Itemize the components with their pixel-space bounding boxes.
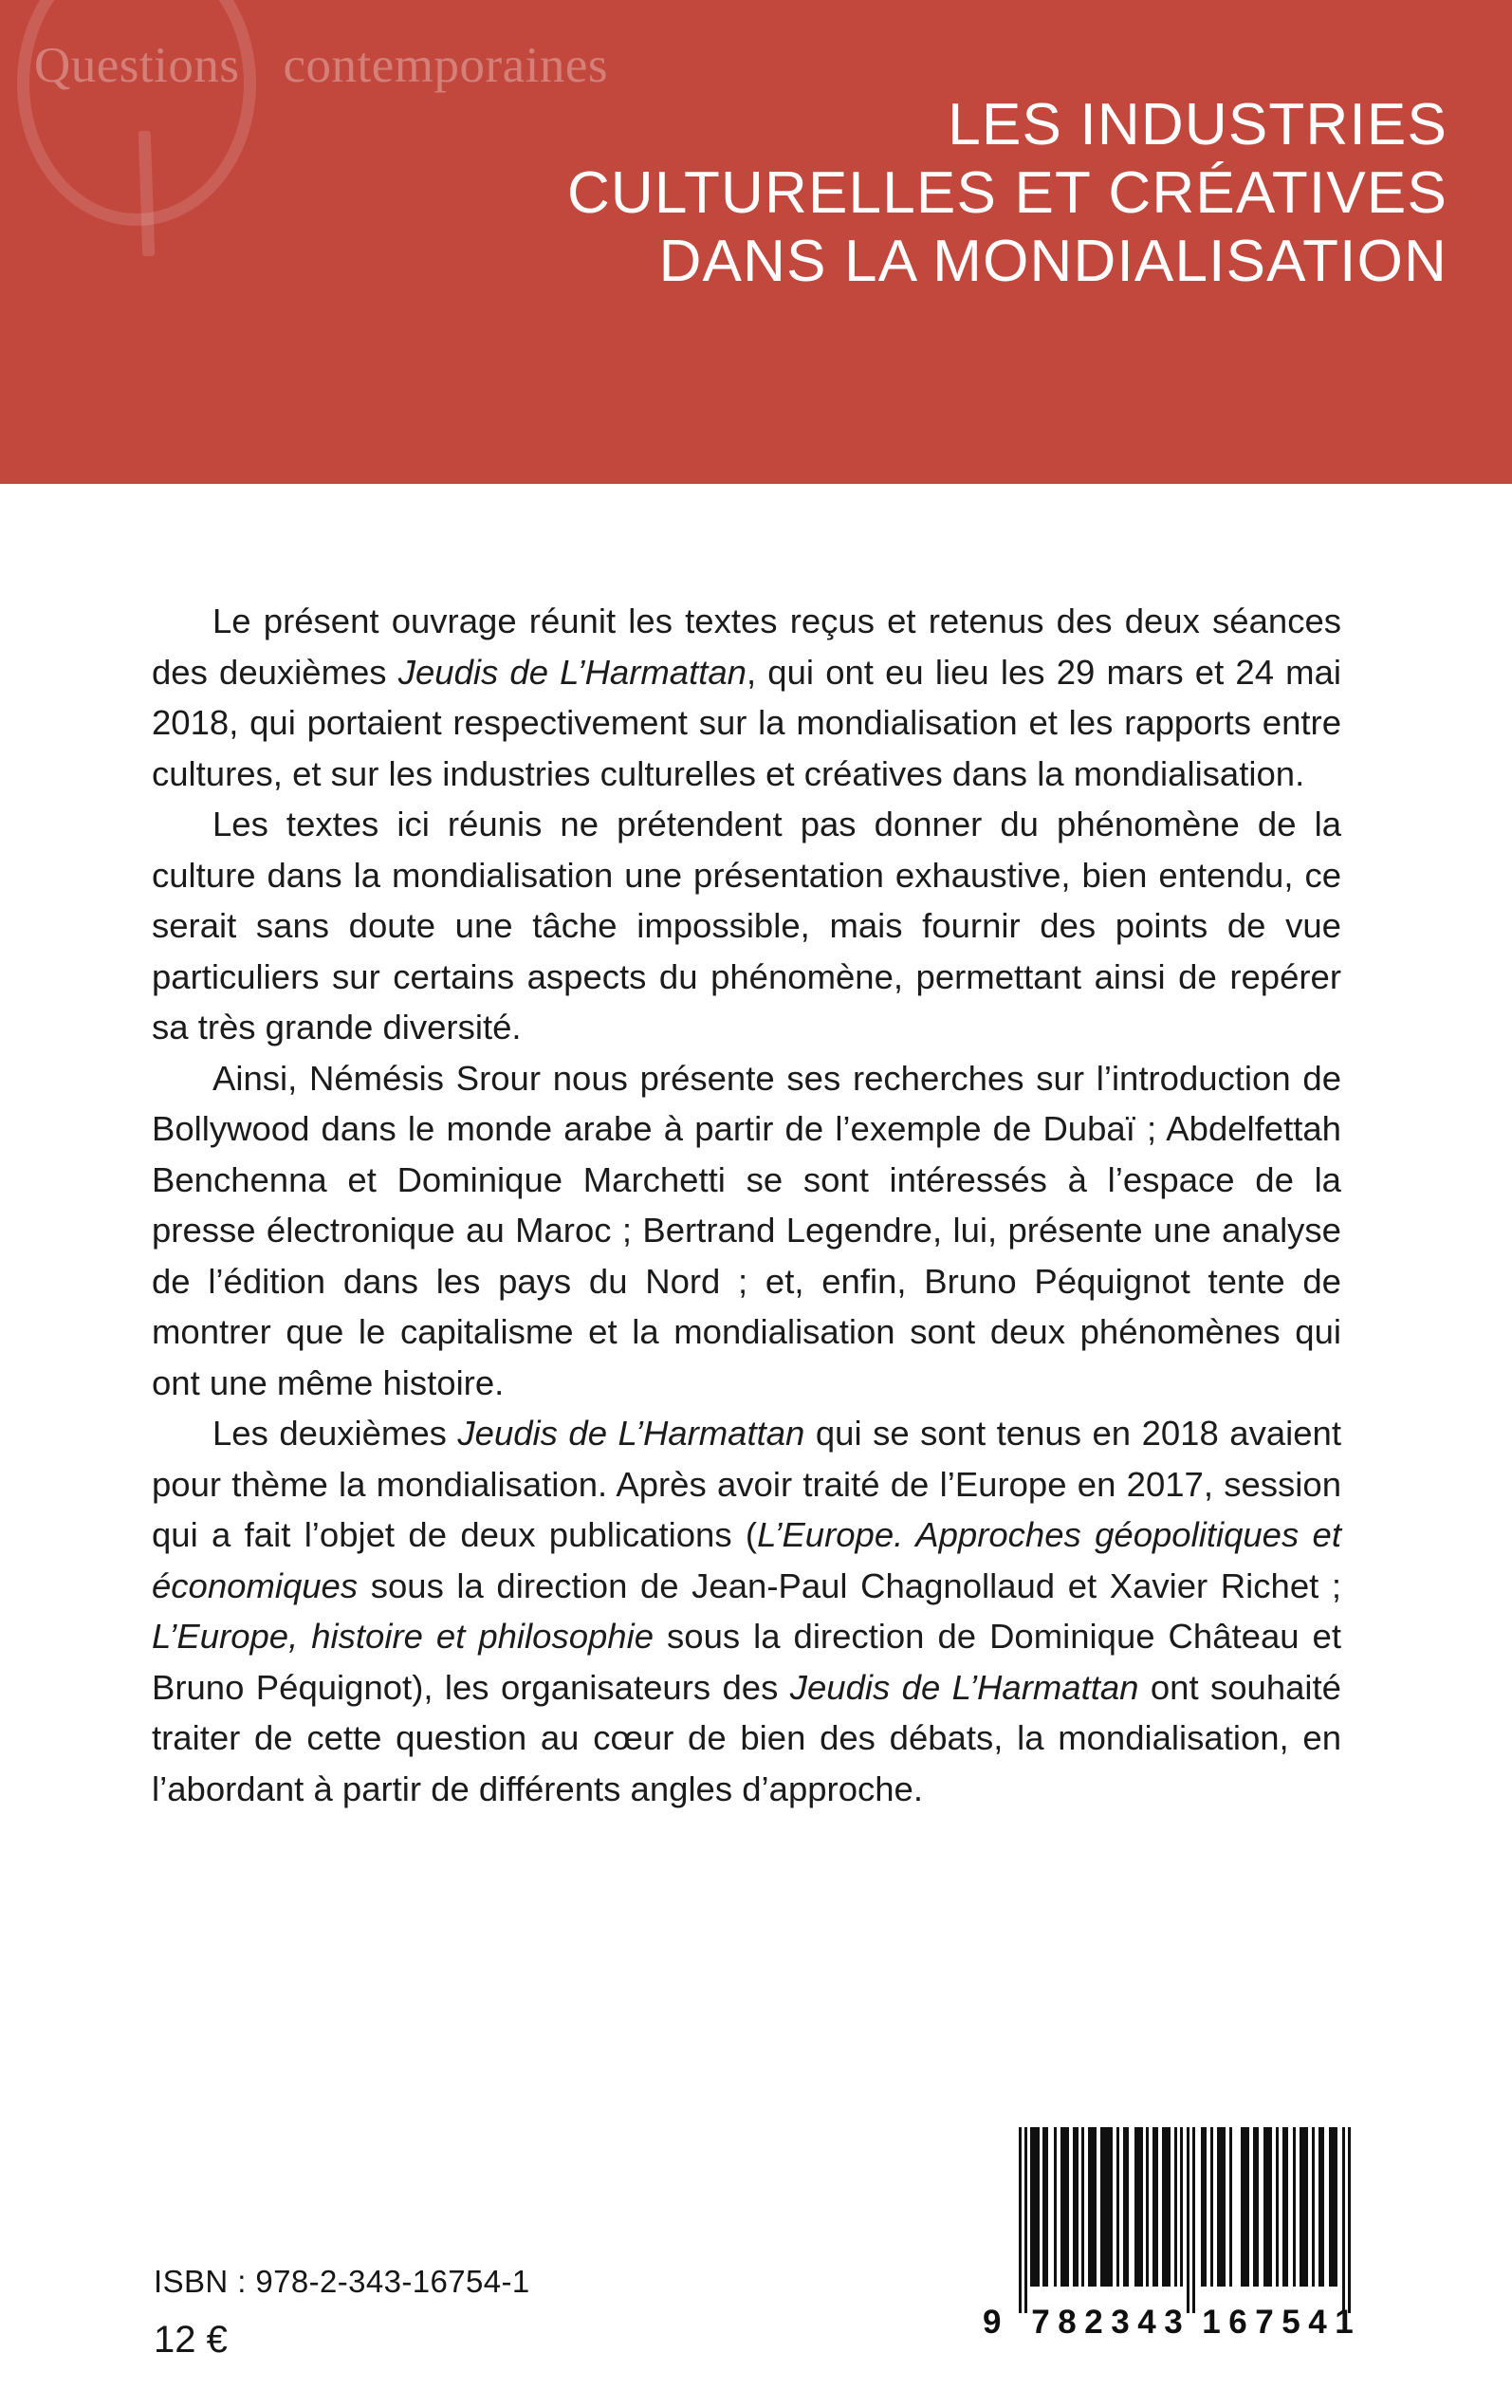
blurb-paragraph-1 [152, 596, 1341, 799]
blurb-paragraph-2: Les textes ici réunis ne prétendent pas donner du phénomène de la culture dans la mondialisation une présentation exhaustive, bien entendu, ce serait sans doute une tâche impossible, mais fournir des points de vue particuliers sur certains aspects du phénomène, permettant ainsi de repérer sa très grande diversité. [152, 805, 1341, 1047]
book-title-line-3: DANS LA MONDIALISATION [658, 229, 1447, 294]
price-label: 12 € [154, 2319, 228, 2361]
book-title [499, 91, 1447, 296]
blurb-p1-text-b: , qui ont eu lieu les 29 mars et 24 mai 2018, qui portaient respectivement sur la mondialisation et les rapports entre cultures, et sur les industries culturelles et créatives dans la mondialisation. [152, 652, 1341, 793]
barcode-digit: 1 [1202, 2304, 1223, 2341]
isbn-label: ISBN : 978-2-343-16754-1 [154, 2264, 530, 2299]
barcode-digit: 4 [1137, 2304, 1158, 2341]
back-cover-blurb [152, 596, 1341, 1814]
barcode-digit: 5 [1282, 2304, 1302, 2341]
book-title-line-1: LES INDUSTRIES [948, 92, 1447, 157]
barcode-digit: 1 [1335, 2304, 1355, 2341]
blurb-p4-text-b: qui se sont tenus en 2018 avaient pour thème la mondialisation. Après avoir traité de l’Europe en 2017, session qui a fait l’objet de deux publications ( [152, 1414, 1341, 1554]
blurb-p1-italic-jeudis: Jeudis de L’Harmattan [397, 652, 747, 692]
barcode-digit: 3 [1111, 2304, 1132, 2341]
barcode-digits [983, 2304, 1358, 2347]
collection-word-contemporaines: contemporaines [283, 37, 609, 93]
collection-word-questions: Questions [34, 37, 240, 93]
barcode-digit: 6 [1228, 2304, 1249, 2341]
blurb-p4-text-a: Les deuxièmes [212, 1414, 458, 1453]
blurb-p4-text-e: ont souhaité traiter de cette question au cœur de bien des débats, la mondialisation, en l’abordant à partir de différents angles d’approche. [152, 1667, 1341, 1808]
blurb-paragraph-3: Ainsi, Némésis Srour nous présente ses recherches sur l’introduction de Bollywood dans le monde arabe à partir de l’exemple de Dubaï ; Abdelfettah Benchenna et Dominique Marchetti se sont intéressés à l’espace de la presse électronique au Maroc ; Bertrand Legendre, lui, présente une analyse de l’édition dans les pays du Nord ; et, enfin, Bruno Péquignot tente de montrer que le capitalisme et la mondialisation sont deux phénomènes qui ont une même histoire. [152, 1058, 1341, 1402]
blurb-p4-italic-jeudis-1: Jeudis de L’Harmattan [457, 1414, 805, 1453]
barcode-digit: 8 [1058, 2304, 1079, 2341]
blurb-p4-text-d: sous la direction de Dominique Château et Bruno Péquignot), les organisateurs des [152, 1617, 1341, 1707]
barcode-digit: 7 [1031, 2304, 1052, 2341]
blurb-p4-italic-europe-geopolitiques: L’Europe. Approches géopolitiques et économiques [152, 1515, 1341, 1605]
blurb-paragraph-4 [152, 1408, 1341, 1814]
barcode-digit: 7 [1255, 2304, 1276, 2341]
book-title-line-2: CULTURELLES ET CRÉATIVES [566, 160, 1447, 226]
barcode-bars-graphic [983, 2127, 1358, 2313]
blurb-p4-text-c: sous la direction de Jean-Paul Chagnollaud et Xavier Richet ; [358, 1565, 1341, 1605]
barcode-digit: 3 [1164, 2304, 1185, 2341]
barcode-right-group [1199, 2304, 1358, 2342]
blurb-p4-italic-europe-histoire: L’Europe, histoire et philosophie [152, 1617, 655, 1656]
barcode-lead-digit: 9 [983, 2304, 1004, 2341]
barcode-left-group [1028, 2304, 1188, 2342]
blurb-p1-text-a: Le présent ouvrage réunit les textes reçus et retenus des deux séances des deuxièmes [152, 602, 1341, 692]
ean13-barcode [983, 2127, 1358, 2364]
barcode-digit: 2 [1084, 2304, 1105, 2341]
collection-name [34, 34, 888, 97]
barcode-digit: 4 [1308, 2304, 1329, 2341]
cover-header-band [0, 0, 1512, 484]
blurb-p4-italic-jeudis-2: Jeudis de L’Harmattan [789, 1667, 1139, 1707]
